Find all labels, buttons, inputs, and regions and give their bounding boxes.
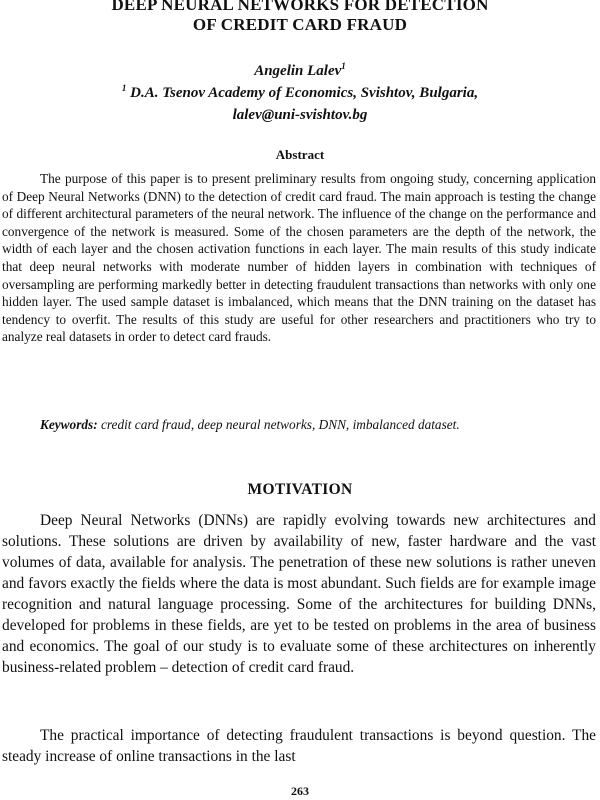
paper-title-line-1: DEEP NEURAL NETWORKS FOR DETECTION: [111, 0, 489, 14]
keywords-label: Keywords:: [40, 417, 98, 432]
author-name-superscript: 1: [341, 61, 346, 71]
author-name: Angelin Lalev: [254, 63, 342, 79]
body-paragraph-1: Deep Neural Networks (DNNs) are rapidly evolving towards new architectures and solutions. These solutions are driven by availability of new, faster hardware and the vast volumes of data, available for analysis. The penetration of these new solutions is rather uneven and favors exactly the fields where the data is most abundant. Such fields are for example image recognition and natural language processing. Some of the architectures for building DNNs, developed for problems in these fields, are yet to be tested on problems in the area of business and economics. The goal of our study is to evaluate some of these architectures on inherently business-related problem – detection of credit card fraud.: [2, 512, 596, 676]
author-affiliation: D.A. Tsenov Academy of Economics, Svishtov, Bulgaria,: [130, 85, 479, 101]
page-number: 263: [291, 784, 309, 798]
section-heading-motivation: MOTIVATION: [247, 481, 353, 498]
author-email: lalev@uni-svishtov.bg: [232, 107, 368, 123]
body-paragraph-2: The practical importance of detecting fraudulent transactions is beyond question. The steady increase of online transactions in the last: [2, 727, 596, 765]
author-block: [0, 60, 600, 126]
keywords-list: credit card fraud, deep neural networks, DNN, imbalanced dataset.: [100, 417, 460, 432]
affiliation-superscript: 1: [121, 83, 127, 93]
author-name-line: [0, 60, 600, 82]
abstract-text: The purpose of this paper is to present preliminary results from ongoing study, concerning application of Deep Neural Networks (DNN) to the detection of credit card fraud. The main approach is testing the change of different architectural parameters of the neural network. The influence of the change on the performance and convergence of the network is measured. Some of the chosen parameters are the depth of the network, the width of each layer and the chosen activation functions in each layer. The main results of this study indicate that deep neural networks with moderate number of hidden layers in combination with techniques of oversampling are performing markedly better in detecting fraudulent transactions than networks with only one hidden layer. The used sample dataset is imbalanced, which means that the DNN training on the dataset has tendency to overfit. The results of this study are useful for other researchers and practitioners who try to analyze real datasets in order to detect card frauds.: [2, 171, 596, 345]
paper-title-line-2: OF CREDIT CARD FRAUD: [192, 15, 408, 34]
abstract-heading: Abstract: [275, 147, 325, 162]
keywords-line: [2, 416, 596, 434]
author-affiliation-line: [0, 82, 600, 104]
